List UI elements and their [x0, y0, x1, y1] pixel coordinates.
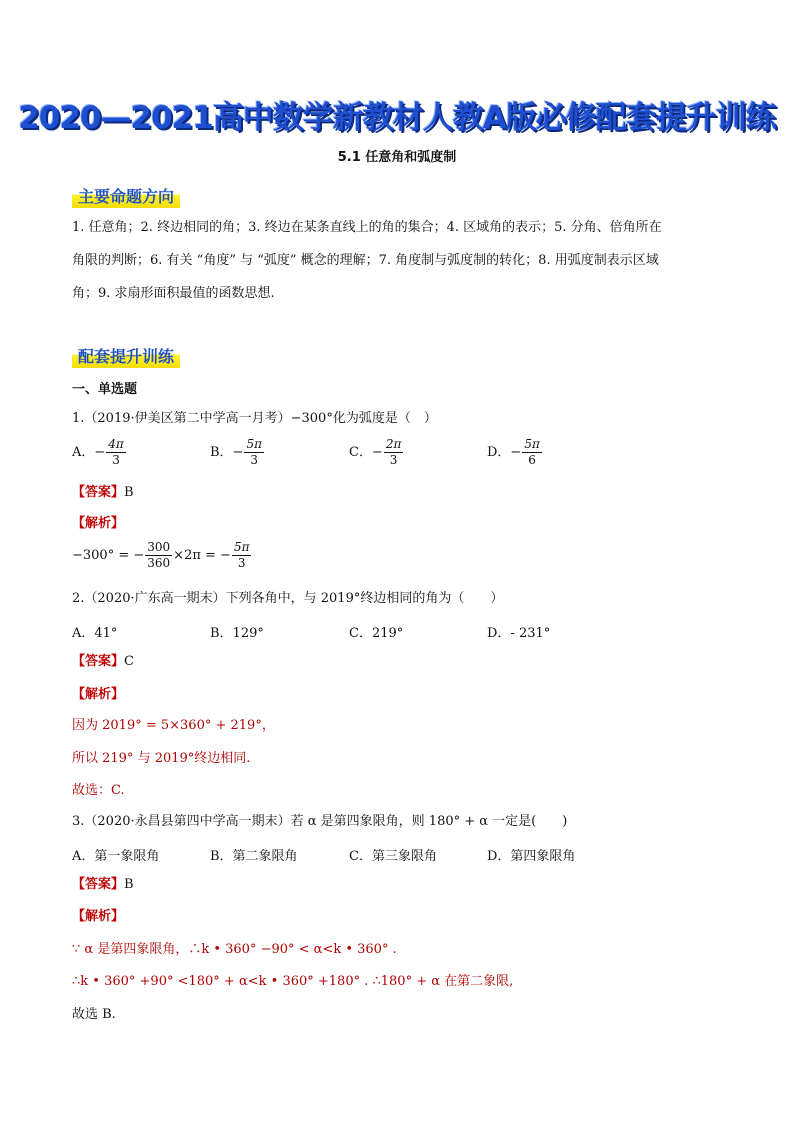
q3-analysis-label: 【解析】 [72, 909, 125, 924]
q1-stem: 1.（2019·伊美区第二中学高一月考）−300°化为弧度是（ ） [72, 411, 437, 426]
q3-stem: 3.（2020·永昌县第四中学高一期末）若 α 是第四象限角，则 180° + α 一定是( ) [72, 814, 568, 829]
q1-option-d [487, 437, 543, 468]
q1-option-a-fraction [106, 437, 126, 468]
q1-option-d-label: D．− [487, 445, 522, 460]
q1-option-d-fraction [522, 437, 542, 468]
q1-solution-f1-num: 300 [147, 540, 171, 554]
document-banner-title: 2020—2021高中数学新教材人教A版必修配套提升训练 [18, 100, 776, 136]
q1-option-a-label: A．− [72, 445, 106, 460]
q3-option-a: A．第一象限角 [72, 849, 160, 864]
q3-option-b: B．第二象限角 [210, 849, 298, 864]
q2-answer-value: C [124, 654, 134, 669]
q2-answer [72, 653, 134, 671]
topics-line-2: 角限的判断；6. 有关 “角度” 与 “弧度” 概念的理解；7. 角度制与弧度制的转化；8. 用弧度制表示区域 [72, 253, 659, 268]
q1-solution-left: −300° = − [72, 548, 145, 563]
q3-answer-value: B [124, 877, 134, 892]
topics-line-3: 角；9. 求扇形面积最值的函数思想. [72, 286, 275, 301]
q2-answer-label: 【答案】 [72, 654, 125, 669]
q1-solution-mid: ×2π = − [173, 548, 231, 563]
q1-solution-fraction-1 [145, 540, 172, 571]
q1-answer-label: 【答案】 [72, 485, 125, 500]
q1-answer [72, 484, 134, 502]
part-heading: 一、单选题 [72, 382, 138, 397]
q2-option-a: A．41° [72, 626, 118, 641]
q2-solution-line-1: 因为 2019° = 5×360° + 219°， [72, 718, 275, 733]
q1-solution-fraction-2 [232, 540, 252, 571]
topics-line-1: 1. 任意角；2. 终边相同的角；3. 终边在某条直线上的角的集合；4. 区域角的表示；5. 分角、倍角所在 [72, 220, 662, 235]
q3-answer-label: 【答案】 [72, 877, 125, 892]
q1-option-b [210, 437, 265, 468]
q3-solution-line-2: ∴k • 360° +90° <180° + α<k • 360° +180° . ∴180° + α 在第二象限, [72, 974, 514, 989]
q2-stem: 2.（2020·广东高一期末）下列各角中，与 2019°终边相同的角为（ ） [72, 591, 504, 606]
q3-option-d: D．第四象限角 [487, 849, 576, 864]
q1-option-a [72, 437, 127, 468]
q1-option-b-den: 3 [250, 453, 259, 467]
topics-section-tag: 主要命题方向 [72, 183, 180, 208]
practice-section-tag: 配套提升训练 [72, 343, 180, 368]
q1-option-d-num: 5π [524, 437, 540, 451]
q1-option-b-fraction [244, 437, 264, 468]
q2-analysis-label: 【解析】 [72, 687, 125, 702]
q3-answer [72, 876, 134, 894]
q2-solution-line-3: 故选：C. [72, 783, 125, 798]
section-subtitle: 5.1 任意角和弧度制 [337, 150, 457, 165]
q1-solution-f1-den: 360 [147, 556, 171, 570]
q1-option-c-den: 3 [389, 453, 398, 467]
q2-option-c: C．219° [349, 626, 404, 641]
q1-option-c [349, 437, 404, 468]
q2-solution-line-2: 所以 219° 与 2019°终边相同. [72, 751, 251, 766]
q1-answer-value: B [124, 485, 134, 500]
q1-solution [72, 540, 252, 571]
q1-option-a-num: 4π [108, 437, 124, 451]
q1-option-c-fraction [384, 437, 404, 468]
q1-analysis-label: 【解析】 [72, 516, 125, 531]
q1-option-c-label: C．− [349, 445, 383, 460]
q2-option-b: B．129° [210, 626, 264, 641]
q1-solution-f2-den: 3 [237, 556, 246, 570]
q3-solution-line-3: 故选 B. [72, 1007, 116, 1022]
q1-option-b-label: B．− [210, 445, 244, 460]
q1-option-c-num: 2π [385, 437, 402, 451]
q2-option-d: D．- 231° [487, 626, 551, 641]
q1-option-d-den: 6 [528, 453, 536, 467]
q1-option-a-den: 3 [112, 453, 120, 467]
q1-solution-f2-num: 5π [233, 540, 250, 554]
q1-option-b-num: 5π [246, 437, 262, 451]
q3-option-c: C．第三象限角 [349, 849, 437, 864]
q3-solution-line-1: ∵ α 是第四象限角，∴k • 360° −90° < α<k • 360° . [72, 942, 397, 957]
